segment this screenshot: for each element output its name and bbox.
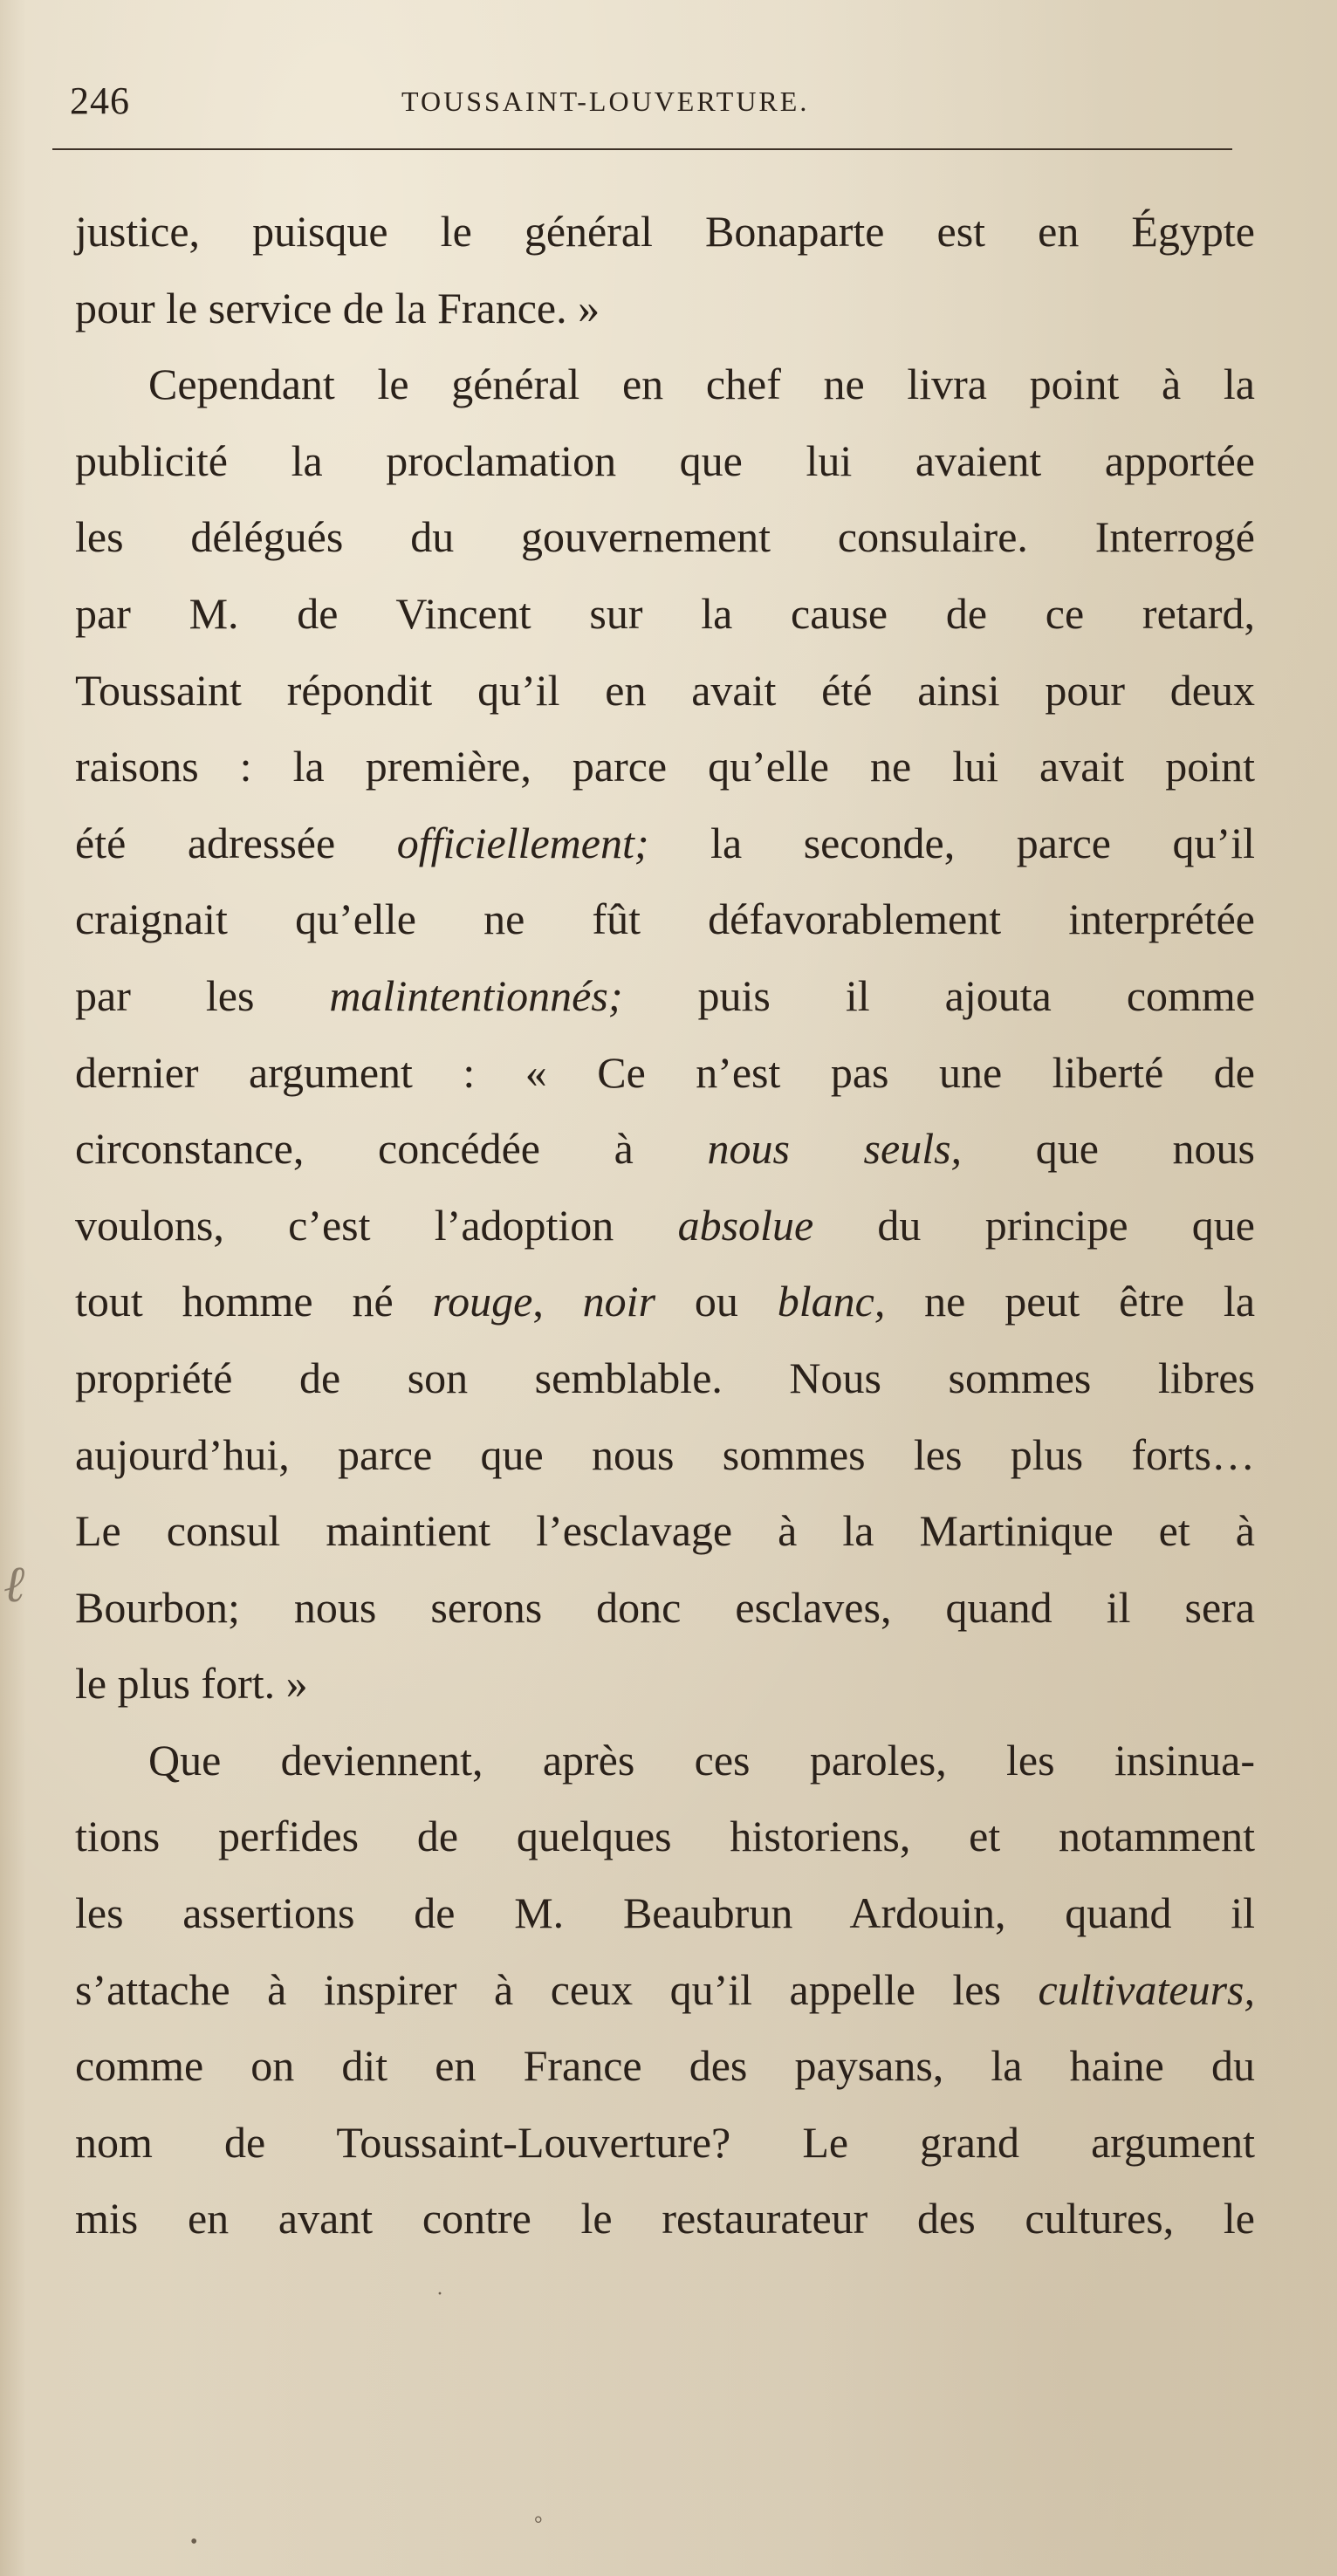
text-line	[75, 576, 1255, 653]
text-segment: aujourd’hui, parce que nous sommes les plus forts…	[75, 1429, 1255, 1479]
text-segment: dernier argument : « Ce n’est pas une liberté de	[75, 1047, 1255, 1097]
text-segment: la seconde, parce qu’il	[648, 818, 1255, 867]
running-title: TOUSSAINT-LOUVERTURE.	[401, 86, 810, 117]
text-segment: nom de Toussaint-Louverture? Le grand argument	[75, 2117, 1255, 2167]
italic-phrase: blanc,	[777, 1277, 886, 1326]
text-line	[75, 1340, 1255, 1417]
text-segment: justice, puisque le général Bonaparte est en Égypte	[75, 207, 1255, 256]
text-segment: craignait qu’elle ne fût défavorablement interprétée	[75, 894, 1255, 944]
text-segment: Bourbon; nous serons donc esclaves, quand il sera	[75, 1582, 1255, 1632]
text-line	[75, 1417, 1255, 1494]
text-line	[75, 423, 1255, 500]
text-segment: pour le service de la France. »	[75, 283, 600, 332]
text-line	[75, 2105, 1255, 2182]
text-line	[75, 1111, 1255, 1188]
text-line	[75, 729, 1255, 805]
text-line	[75, 1188, 1255, 1264]
text-line	[75, 2028, 1255, 2105]
text-line	[75, 194, 1255, 271]
text-segment: été adressée	[75, 818, 397, 867]
paper-speck: •	[190, 2531, 198, 2553]
italic-phrase: officiellement;	[396, 818, 649, 867]
text-segment: propriété de son semblable. Nous sommes libres	[75, 1353, 1255, 1402]
text-segment: par M. de Vincent sur la cause de ce retard,	[75, 588, 1255, 638]
text-segment: Cependant le général en chef ne livra point à la	[148, 360, 1255, 409]
text-segment: par les	[75, 970, 330, 1020]
text-segment: circonstance, concédée à	[75, 1124, 708, 1174]
text-segment: comme on dit en France des paysans, la haine du	[75, 2041, 1255, 2091]
text-line	[75, 1570, 1255, 1647]
text-segment: raisons : la première, parce qu’elle ne lui avait point	[75, 742, 1255, 791]
italic-phrase: noir	[582, 1277, 656, 1326]
text-segment: ,	[532, 1277, 583, 1326]
paper-speck: ·	[436, 2283, 443, 2305]
text-segment: Le consul maintient l’esclavage à la Martinique et à	[75, 1506, 1255, 1556]
text-segment: tions perfides de quelques historiens, et notamment	[75, 1812, 1255, 1861]
margin-pencil-mark: ℓ	[3, 1556, 25, 1613]
text-line	[75, 2181, 1255, 2257]
text-segment: les délégués du gouvernement consulaire. Interrogé	[75, 512, 1255, 562]
text-line	[75, 499, 1255, 576]
text-segment: que nous	[962, 1124, 1255, 1174]
text-line	[75, 1798, 1255, 1875]
text-segment: s’attache à inspirer à ceux qu’il appelle les	[75, 1964, 1039, 2014]
italic-phrase: malintentionnés;	[329, 970, 623, 1020]
text-segment: ou	[655, 1277, 778, 1326]
italic-phrase: nous seuls,	[707, 1124, 963, 1174]
text-line	[75, 1646, 1255, 1723]
text-segment: Toussaint répondit qu’il en avait été ainsi pour deux	[75, 665, 1255, 715]
text-segment: les assertions de M. Beaubrun Ardouin, quand il	[75, 1888, 1255, 1938]
text-line	[75, 346, 1255, 423]
text-line	[75, 805, 1255, 882]
text-line	[75, 881, 1255, 958]
text-line	[75, 958, 1255, 1035]
paper-speck: °	[534, 2513, 543, 2536]
italic-phrase: rouge	[432, 1277, 533, 1326]
italic-phrase: absolue	[677, 1200, 814, 1250]
text-segment: ne peut être la	[885, 1277, 1256, 1326]
text-line	[75, 1875, 1255, 1952]
body-text	[75, 194, 1255, 2257]
text-line	[75, 1493, 1255, 1570]
text-segment: Que deviennent, après ces paroles, les insinua-	[148, 1735, 1255, 1785]
text-line	[75, 653, 1255, 730]
page-number: 246	[70, 79, 130, 122]
header-rule	[52, 148, 1232, 150]
text-segment: voulons, c’est l’adoption	[75, 1200, 678, 1250]
text-segment: mis en avant contre le restaurateur des cultures, le	[75, 2194, 1255, 2244]
text-segment: publicité la proclamation que lui avaient apportée	[75, 435, 1255, 485]
text-line	[75, 1723, 1255, 1799]
text-line	[75, 271, 1255, 347]
italic-phrase: cultivateurs,	[1038, 1964, 1255, 2014]
running-head	[70, 77, 1239, 126]
text-segment: du principe que	[813, 1200, 1255, 1250]
text-line	[75, 1035, 1255, 1112]
text-line	[75, 1952, 1255, 2029]
text-segment: tout homme né	[75, 1277, 433, 1326]
text-segment: le plus fort. »	[75, 1659, 308, 1709]
text-segment: puis il ajouta comme	[622, 970, 1256, 1020]
text-line	[75, 1264, 1255, 1340]
